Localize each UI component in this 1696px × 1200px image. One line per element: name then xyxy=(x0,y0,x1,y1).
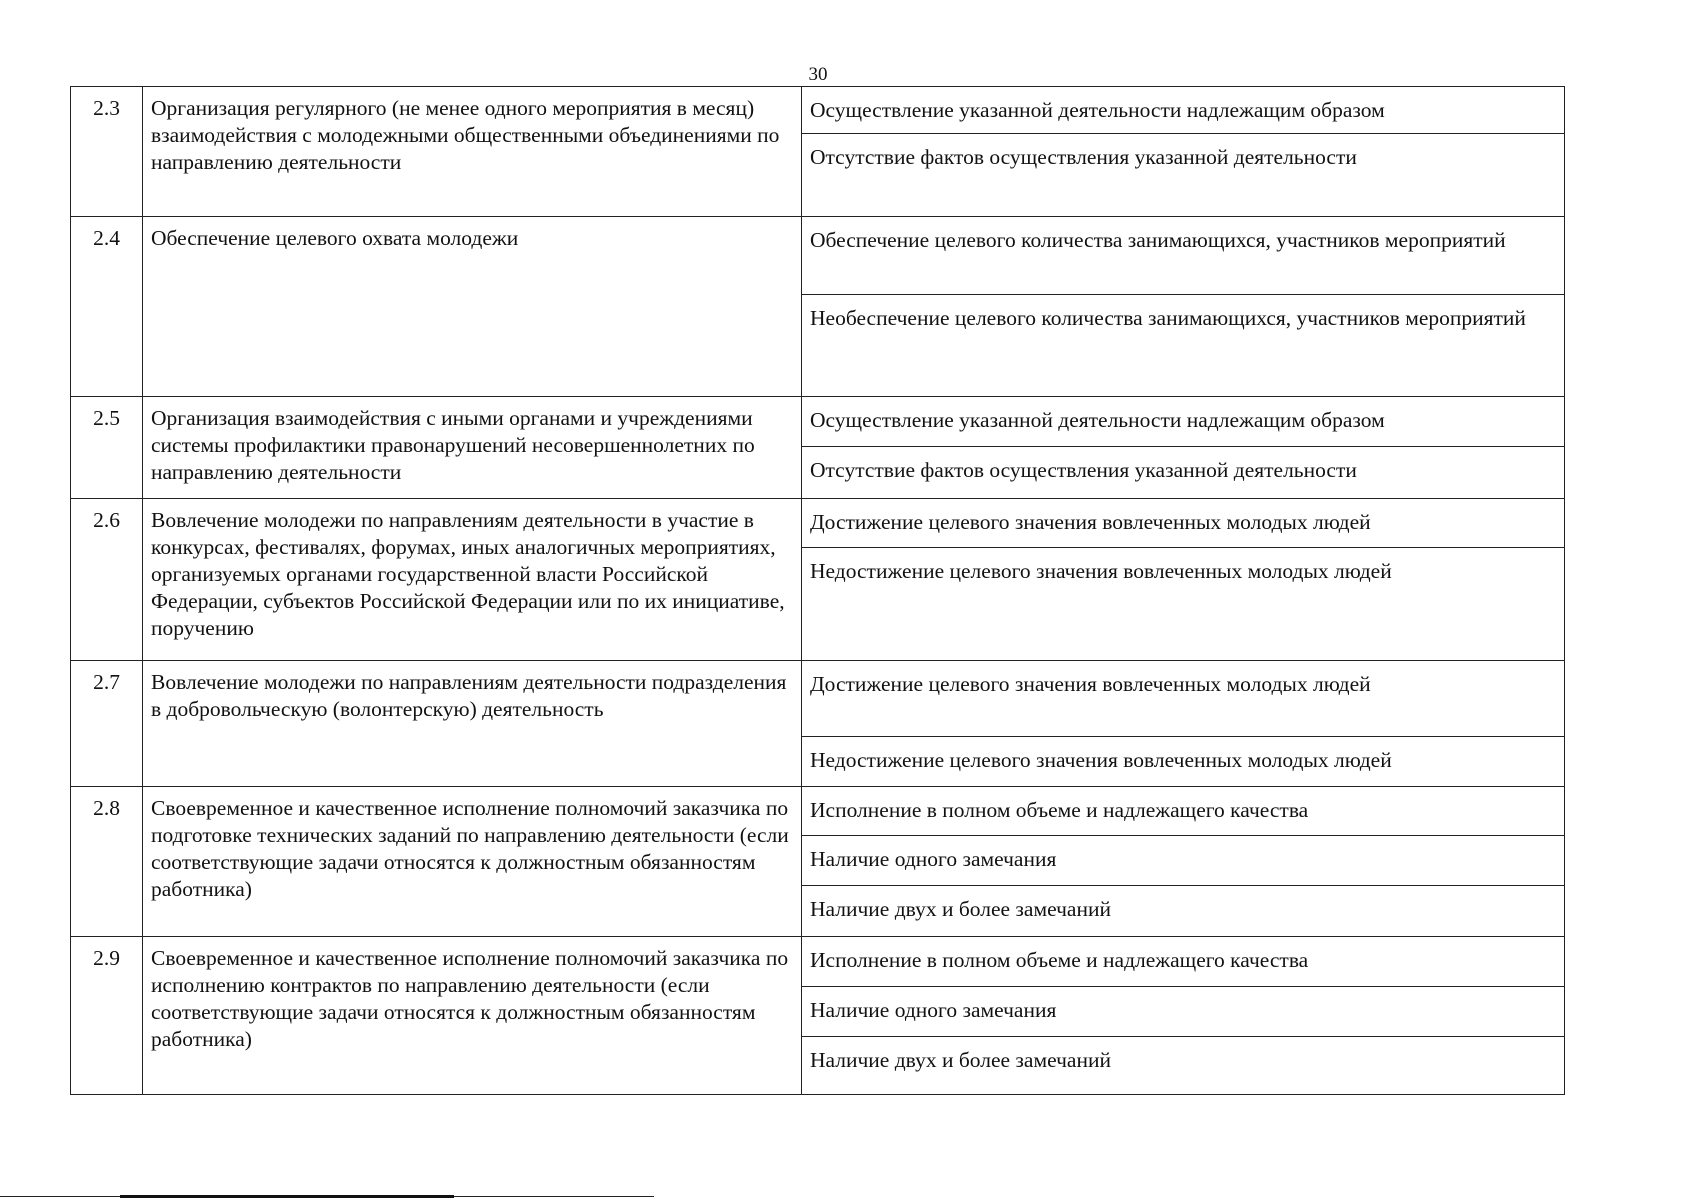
table-row xyxy=(71,217,1565,397)
outcome-item: Исполнение в полном объеме и надлежащего качества xyxy=(802,937,1564,987)
outcome-item: Наличие одного замечания xyxy=(802,987,1564,1037)
row-description: Своевременное и качественное исполнение полномочий заказчика по исполнению контрактов по направлению деятельности (если соответствующие задачи относятся к должностным обязанностям работника) xyxy=(143,937,802,1095)
row-outcomes xyxy=(802,397,1565,499)
outcome-item: Наличие двух и более замечаний xyxy=(810,1048,1111,1072)
table-row xyxy=(71,87,1565,217)
row-number: 2.4 xyxy=(71,217,143,397)
row-number: 2.3 xyxy=(71,87,143,217)
outcome-item: Исполнение в полном объеме и надлежащего качества xyxy=(802,787,1564,836)
outcome-item: Достижение целевого значения вовлеченных молодых людей xyxy=(802,661,1564,737)
table-row xyxy=(71,937,1565,1095)
row-outcomes xyxy=(802,661,1565,787)
row-outcomes xyxy=(802,937,1565,1095)
outcome-item: Наличие одного замечания xyxy=(802,836,1564,886)
row-outcomes xyxy=(802,87,1565,217)
outcome-item: Отсутствие фактов осуществления указанной деятельности xyxy=(810,145,1357,169)
row-outcomes xyxy=(802,787,1565,937)
row-number: 2.6 xyxy=(71,499,143,661)
outcome-item: Достижение целевого значения вовлеченных молодых людей xyxy=(802,499,1564,548)
outcome-item: Недостижение целевого значения вовлеченных молодых людей xyxy=(810,559,1392,583)
row-number: 2.5 xyxy=(71,397,143,499)
table-row xyxy=(71,787,1565,937)
outcome-item: Наличие двух и более замечаний xyxy=(810,897,1111,921)
row-description: Вовлечение молодежи по направлениям деятельности подразделения в добровольческую (волонтерскую) деятельность xyxy=(143,661,802,787)
criteria-table xyxy=(70,86,1565,1095)
footer-divider-thick xyxy=(120,1195,454,1198)
outcome-item: Обеспечение целевого количества занимающихся, участников мероприятий xyxy=(802,217,1564,295)
table-row xyxy=(71,397,1565,499)
outcome-item: Недостижение целевого значения вовлеченных молодых людей xyxy=(810,748,1392,772)
outcome-item: Необеспечение целевого количества занимающихся, участников мероприятий xyxy=(810,306,1526,330)
row-description: Организация регулярного (не менее одного мероприятия в месяц) взаимодействия с молодежными общественными объединениями по направлению деятельности xyxy=(143,87,802,217)
row-outcomes xyxy=(802,217,1565,397)
row-description: Вовлечение молодежи по направлениям деятельности в участие в конкурсах, фестивалях, форумах, иных аналогичных мероприятиях, организуемых органами государственной власти Российской Федерации, субъектов Российской Федерации или по их инициативе, поручению xyxy=(143,499,802,661)
row-number: 2.9 xyxy=(71,937,143,1095)
outcome-item: Осуществление указанной деятельности надлежащим образом xyxy=(802,397,1564,447)
row-description: Организация взаимодействия с иными органами и учреждениями системы профилактики правонарушений несовершеннолетних по направлению деятельности xyxy=(143,397,802,499)
table-row xyxy=(71,499,1565,661)
row-number: 2.8 xyxy=(71,787,143,937)
row-outcomes xyxy=(802,499,1565,661)
row-description: Обеспечение целевого охвата молодежи xyxy=(143,217,802,397)
page-number: 30 xyxy=(808,64,828,85)
table-row xyxy=(71,661,1565,787)
outcome-item: Осуществление указанной деятельности надлежащим образом xyxy=(802,87,1564,134)
outcome-item: Отсутствие фактов осуществления указанной деятельности xyxy=(810,458,1357,482)
row-description: Своевременное и качественное исполнение полномочий заказчика по подготовке технических заданий по направлению деятельности (если соответствующие задачи относятся к должностным обязанностям работника) xyxy=(143,787,802,937)
row-number: 2.7 xyxy=(71,661,143,787)
